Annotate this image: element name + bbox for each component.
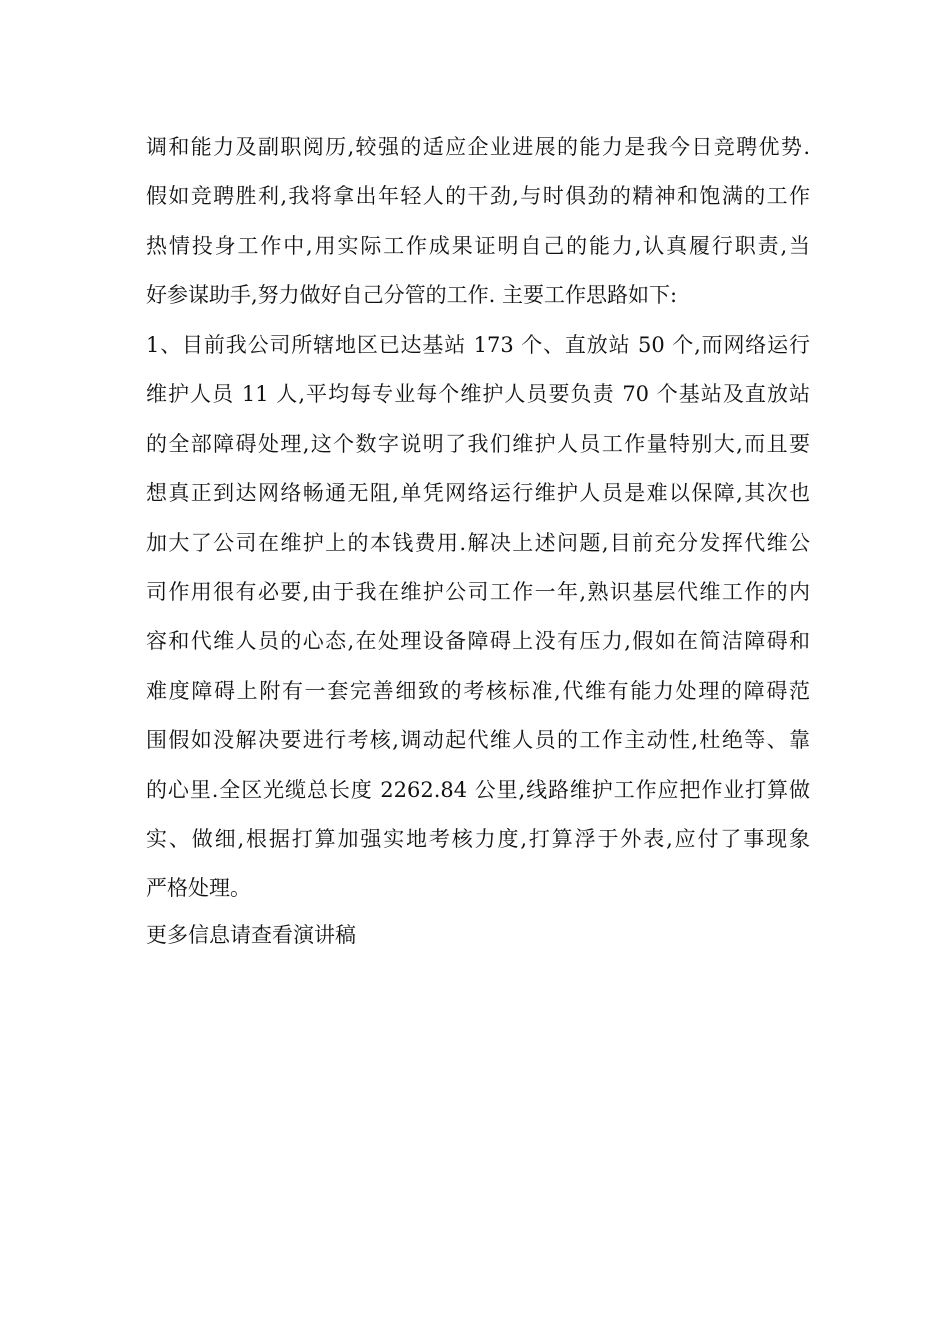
paragraph-line: 严格处理。: [146, 876, 251, 901]
paragraph-line: 难度障碍上附有一套完善细致的考核标准,代维有能力处理的障碍范: [146, 678, 810, 703]
paragraph-line: 的全部障碍处理,这个数字说明了我们维护人员工作量特别大,而且要: [146, 431, 810, 456]
paragraph-line: 1、目前我公司所辖地区已达基站 173 个、直放站 50 个,而网络运行: [146, 333, 810, 357]
paragraph-line: 调和能力及副职阅历,较强的适应企业进展的能力是我今日竞聘优势.: [146, 135, 810, 159]
paragraph-line: 加大了公司在维护上的本钱费用.解决上述问题,目前充分发挥代维公: [146, 530, 810, 555]
more-info-note: [146, 911, 810, 960]
paragraph-line: 想真正到达网络畅通无阻,单凭网络运行维护人员是难以保障,其次也: [146, 481, 810, 506]
paragraph-2: [146, 321, 810, 914]
paragraph-line: 容和代维人员的心态,在处理设备障碍上没有压力,假如在简洁障碍和: [146, 629, 810, 654]
paragraph-line: 围假如没解决要进行考核,调动起代维人员的工作主动性,杜绝等、靠: [146, 728, 810, 753]
paragraph-line: 好参谋助手,努力做好自己分管的工作. 主要工作思路如下:: [146, 283, 678, 308]
paragraph-line: 实、做细,根据打算加强实地考核力度,打算浮于外表,应付了事现象: [146, 826, 810, 851]
paragraph-line: 假如竞聘胜利,我将拿出年轻人的干劲,与时俱劲的精神和饱满的工作: [146, 184, 810, 209]
paragraph-line: 司作用很有必要,由于我在维护公司工作一年,熟识基层代维工作的内: [146, 579, 810, 604]
more-info-text: 更多信息请查看演讲稿: [146, 923, 356, 947]
paragraph-line: 的心里.全区光缆总长度 2262.84 公里,线路维护工作应把作业打算做: [146, 777, 810, 802]
paragraph-line: 热情投身工作中,用实际工作成果证明自己的能力,认真履行职责,当: [146, 233, 810, 258]
paragraph-line: 维护人员 11 人,平均每专业每个维护人员要负责 70 个基站及直放站: [146, 382, 810, 407]
paragraph-1: [146, 123, 810, 321]
